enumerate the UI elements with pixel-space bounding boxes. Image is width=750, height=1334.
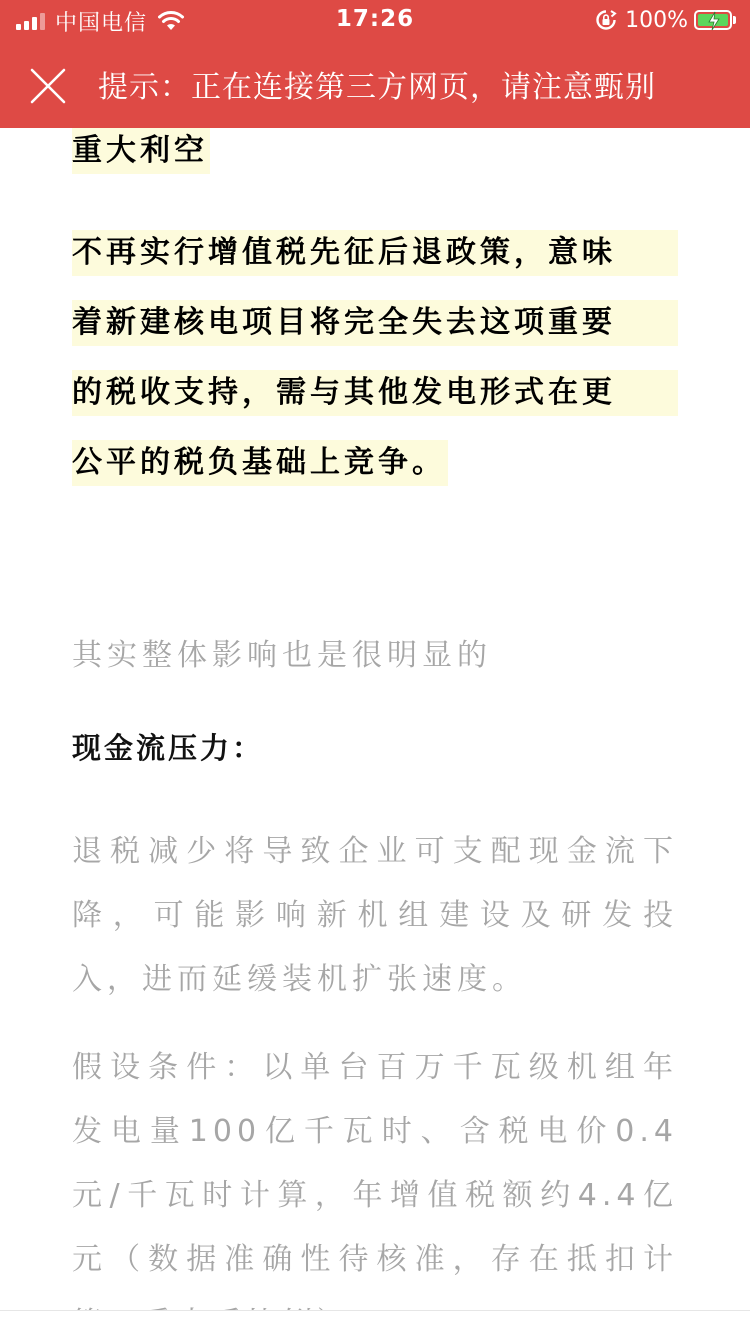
highlight-heading-text: 重大利空 <box>72 128 210 174</box>
top-bar <box>0 0 750 128</box>
highlight-line: 的税收支持，需与其他发电形式在更 <box>72 370 678 416</box>
paragraph-2 <box>72 820 678 1012</box>
highlight-line: 不再实行增值税先征后退政策，意味 <box>72 230 678 276</box>
highlight-line: 着新建核电项目将完全失去这项重要 <box>72 300 678 346</box>
paragraph-line: 假设条件：以单台百万千瓦级机组年 <box>72 1050 678 1085</box>
header-title: 提示：正在连接第三方网页，请注意甄别 <box>98 70 656 105</box>
carrier-label: 中国电信 <box>55 10 148 36</box>
paragraph-line: 降，可能影响新机组建设及研发投 <box>72 898 678 933</box>
paragraph-line: 元（数据准确性待核准，存在抵扣计 <box>72 1242 678 1277</box>
bottom-toolbar <box>0 1311 750 1334</box>
close-button[interactable] <box>22 60 74 112</box>
paragraph-3 <box>72 1036 678 1334</box>
paragraph-line: 元/千瓦时计算，年增值税额约4.4亿 <box>72 1178 678 1213</box>
battery-icon <box>694 10 732 30</box>
paragraph-line: 入，进而延缓装机扩张速度。 <box>72 962 527 997</box>
status-bar <box>0 0 750 40</box>
highlight-paragraph <box>72 230 678 510</box>
paragraph-1: 其实整体影响也是很明显的 <box>72 638 492 673</box>
header <box>0 40 750 128</box>
battery-nub <box>733 16 736 24</box>
status-right <box>595 7 736 33</box>
status-time: 17:26 <box>335 6 415 32</box>
battery-percent: 100% <box>625 7 688 33</box>
paragraph-line: 发电量100亿千瓦时、含税电价0.4 <box>72 1114 678 1149</box>
rotation-lock-icon <box>595 9 617 31</box>
subheading: 现金流压力： <box>72 731 265 765</box>
highlight-line: 公平的税负基础上竞争。 <box>72 440 448 486</box>
highlight-heading <box>72 128 210 174</box>
paragraph-line: 退税减少将导致企业可支配现金流下 <box>72 834 678 869</box>
